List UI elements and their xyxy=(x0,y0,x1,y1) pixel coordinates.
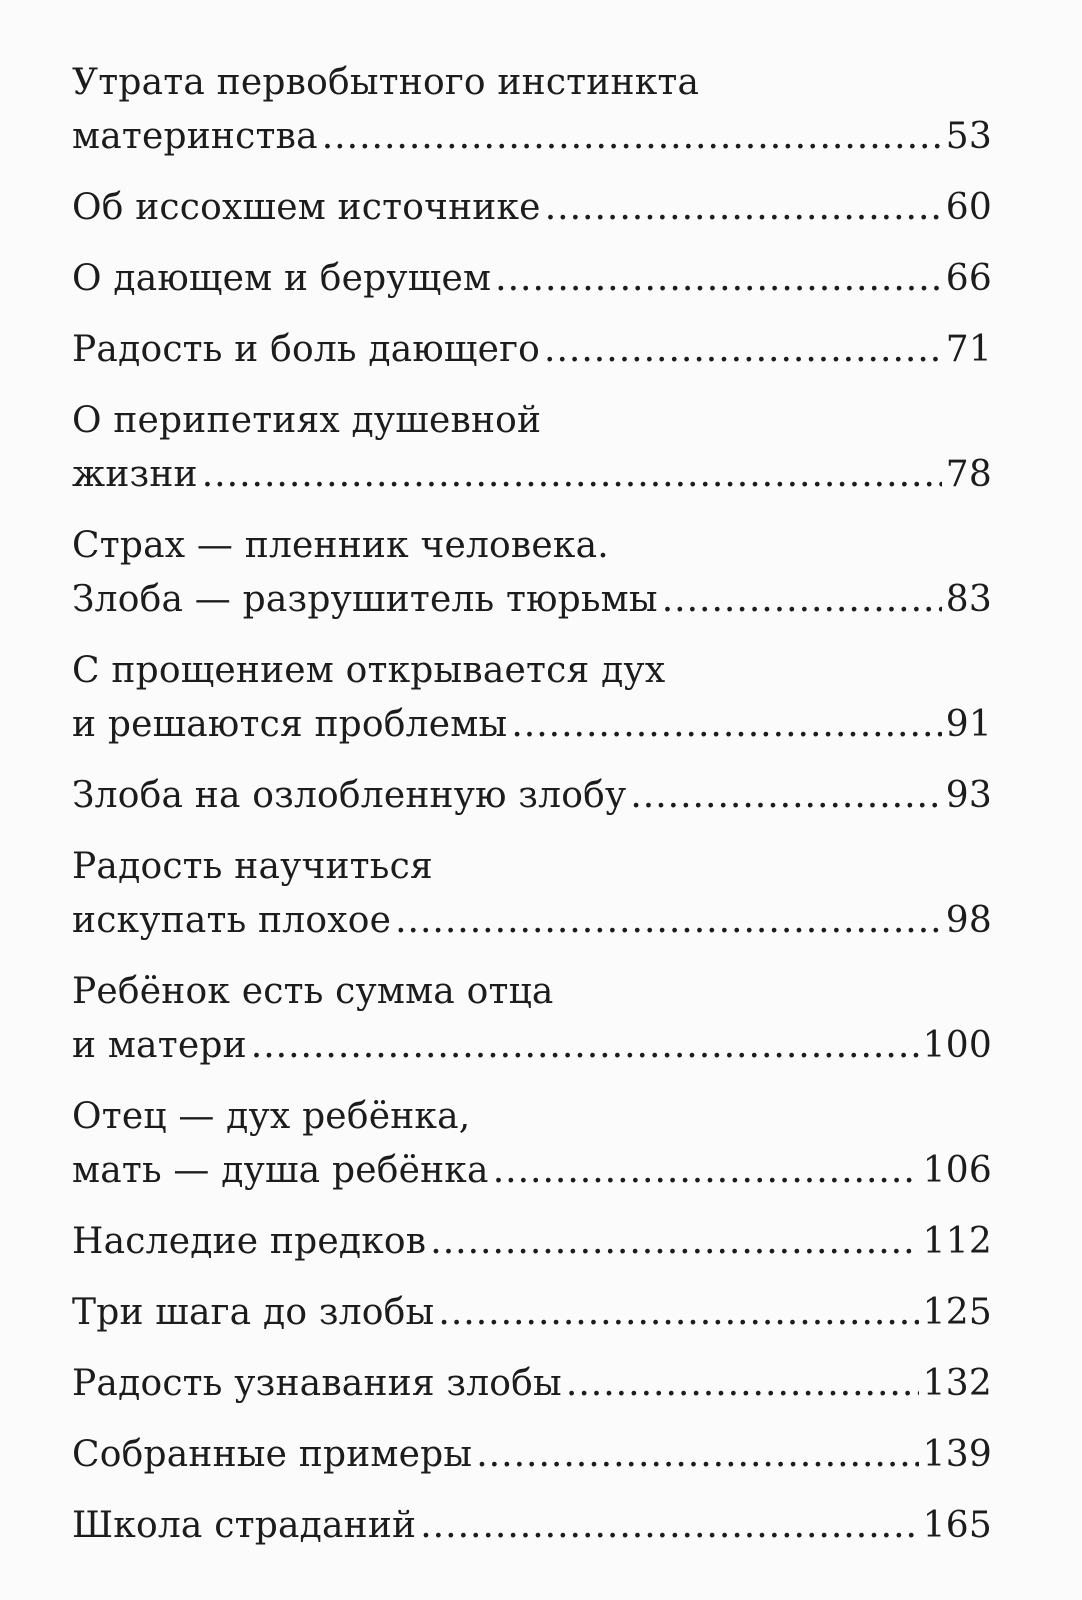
dot-leader xyxy=(544,323,942,377)
toc-entry-title: и матери xyxy=(72,1025,247,1066)
toc-entry xyxy=(72,394,992,502)
toc-page-number: 71 xyxy=(945,329,992,370)
toc-entry-line xyxy=(72,894,992,948)
toc-entry-title: О дающем и берущем xyxy=(72,258,492,299)
toc-entry xyxy=(72,1215,992,1269)
toc-entry xyxy=(72,1286,992,1340)
dot-leader xyxy=(251,1019,919,1073)
toc-entry-title: Радость научиться xyxy=(72,846,433,887)
dot-leader xyxy=(438,1286,918,1340)
toc-entry-line xyxy=(72,1428,992,1482)
table-of-contents xyxy=(72,56,992,1570)
toc-entry-line xyxy=(72,323,992,377)
toc-entry-title: Ребёнок есть сумма отца xyxy=(72,971,554,1012)
toc-entry-line xyxy=(72,769,992,823)
toc-entry-line xyxy=(72,1499,992,1553)
toc-entry-line xyxy=(72,1090,992,1144)
toc-entry-title: Страх — пленник человека. xyxy=(72,525,609,566)
toc-entry-title: и решаются проблемы xyxy=(72,704,508,745)
dot-leader xyxy=(322,110,942,164)
toc-entry-line xyxy=(72,448,992,502)
toc-entry-title: Об иссохшем источнике xyxy=(72,187,541,228)
toc-entry-title: искупать плохое xyxy=(72,900,392,941)
toc-entry-line xyxy=(72,181,992,235)
toc-entry-line xyxy=(72,394,992,448)
dot-leader xyxy=(495,252,942,306)
toc-entry-title: мать — душа ребёнка xyxy=(72,1150,489,1191)
toc-entry-title: Утрата первобытного инстинкта xyxy=(72,62,700,103)
toc-entry-title: О перипетиях душевной xyxy=(72,400,542,441)
toc-page-number: 106 xyxy=(922,1150,992,1191)
toc-entry-title: Радость узнавания злобы xyxy=(72,1363,562,1404)
toc-page-number: 93 xyxy=(945,775,992,816)
dot-leader xyxy=(395,894,942,948)
toc-entry-line xyxy=(72,110,992,164)
toc-entry xyxy=(72,1090,992,1198)
toc-page-number: 83 xyxy=(945,579,992,620)
toc-entry-line xyxy=(72,1286,992,1340)
toc-page-number: 91 xyxy=(945,704,992,745)
toc-entry-title: Злоба — разрушитель тюрьмы xyxy=(72,579,658,620)
toc-entry-title: Отец — дух ребёнка, xyxy=(72,1096,471,1137)
dot-leader xyxy=(493,1144,919,1198)
toc-entry xyxy=(72,181,992,235)
toc-entry-title: жизни xyxy=(72,454,198,495)
toc-entry-line xyxy=(72,1215,992,1269)
toc-entry-line xyxy=(72,56,992,110)
dot-leader xyxy=(545,181,942,235)
toc-entry-title: Собранные примеры xyxy=(72,1434,473,1475)
dot-leader xyxy=(566,1357,919,1411)
toc-entry xyxy=(72,769,992,823)
toc-page-number: 112 xyxy=(922,1221,992,1262)
toc-page-number: 139 xyxy=(922,1434,992,1475)
dot-leader xyxy=(476,1428,918,1482)
dot-leader xyxy=(420,1499,918,1553)
toc-page-number: 132 xyxy=(922,1363,992,1404)
toc-entry-line xyxy=(72,644,992,698)
toc-entry xyxy=(72,56,992,164)
dot-leader xyxy=(630,769,941,823)
toc-page-number: 60 xyxy=(945,187,992,228)
toc-page-number: 165 xyxy=(922,1505,992,1546)
toc-page-number: 66 xyxy=(945,258,992,299)
toc-entry xyxy=(72,1499,992,1553)
dot-leader xyxy=(202,448,942,502)
toc-entry xyxy=(72,644,992,752)
toc-page-number: 78 xyxy=(945,454,992,495)
toc-page-number: 125 xyxy=(922,1292,992,1333)
toc-page-number: 98 xyxy=(945,900,992,941)
toc-entry xyxy=(72,965,992,1073)
toc-entry-line xyxy=(72,1357,992,1411)
toc-entry-line xyxy=(72,1144,992,1198)
toc-entry-line xyxy=(72,840,992,894)
dot-leader xyxy=(511,698,941,752)
toc-entry-line xyxy=(72,1019,992,1073)
toc-entry-title: Наследие предков xyxy=(72,1221,427,1262)
dot-leader xyxy=(662,573,942,627)
toc-entry-line xyxy=(72,698,992,752)
toc-page-number: 53 xyxy=(945,116,992,157)
toc-entry-line xyxy=(72,573,992,627)
toc-entry xyxy=(72,252,992,306)
toc-entry-line xyxy=(72,519,992,573)
toc-entry xyxy=(72,1357,992,1411)
dot-leader xyxy=(430,1215,918,1269)
toc-entry xyxy=(72,840,992,948)
toc-page-number: 100 xyxy=(922,1025,992,1066)
toc-entry-title: материнства xyxy=(72,116,318,157)
toc-entry-title: Злоба на озлобленную злобу xyxy=(72,775,627,816)
toc-entry-title: С прощением открывается дух xyxy=(72,650,666,691)
toc-entry-title: Три шага до злобы xyxy=(72,1292,435,1333)
toc-entry-line xyxy=(72,965,992,1019)
toc-entry-title: Школа страданий xyxy=(72,1505,417,1546)
toc-entry-line xyxy=(72,252,992,306)
toc-entry xyxy=(72,323,992,377)
toc-entry-title: Радость и боль дающего xyxy=(72,329,541,370)
toc-entry xyxy=(72,1428,992,1482)
toc-entry xyxy=(72,519,992,627)
